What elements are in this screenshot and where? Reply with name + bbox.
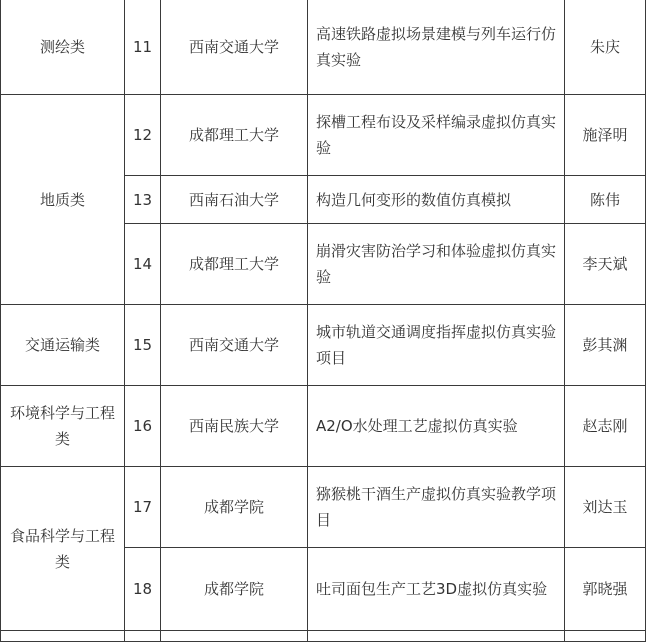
table-row — [1, 305, 646, 386]
number-cell: 18 — [125, 548, 161, 631]
university-cell: 成都理工大学 — [161, 224, 308, 305]
leader-cell: 李天斌 — [565, 224, 646, 305]
number-cell: 11 — [125, 0, 161, 95]
project-cell — [308, 548, 565, 631]
leader-cell — [565, 631, 646, 642]
university-cell: 西南交通大学 — [161, 305, 308, 386]
category-cell — [1, 631, 125, 642]
number-cell: 17 — [125, 467, 161, 548]
project-text: 探槽工程布设及采样编录虚拟仿真实验 — [316, 113, 557, 157]
number-cell: 13 — [125, 176, 161, 224]
category-cell — [1, 0, 125, 95]
number-cell: 14 — [125, 224, 161, 305]
project-cell — [308, 386, 565, 467]
category-text: 测绘类 — [39, 37, 85, 56]
leader-cell: 彭其渊 — [565, 305, 646, 386]
project-text: 高速铁路虚拟场景建模与列车运行仿真实验 — [316, 24, 557, 69]
university-cell: 西南交通大学 — [161, 0, 308, 95]
leader-cell: 郭晓强 — [565, 548, 646, 631]
project-text: 构造几何变形的数值仿真模拟 — [316, 190, 512, 209]
project-text: 吐司面包生产工艺3D虚拟仿真实验 — [316, 580, 548, 598]
university-cell — [161, 631, 308, 642]
number-cell — [125, 631, 161, 642]
category-text: 食品科学与工程类 — [9, 526, 115, 571]
table-row-partial — [1, 631, 646, 642]
category-cell — [1, 467, 125, 631]
project-text: 崩滑灾害防治学习和体验虚拟仿真实验 — [316, 242, 557, 286]
table-row — [1, 386, 646, 467]
project-cell — [308, 305, 565, 386]
university-cell: 西南民族大学 — [161, 386, 308, 467]
university-cell: 成都理工大学 — [161, 95, 308, 176]
category-cell — [1, 386, 125, 467]
university-cell: 成都学院 — [161, 467, 308, 548]
number-cell: 12 — [125, 95, 161, 176]
category-cell — [1, 305, 125, 386]
project-cell — [308, 95, 565, 176]
project-text: 城市轨道交通调度指挥虚拟仿真实验项目 — [316, 323, 557, 367]
project-cell — [308, 467, 565, 548]
project-cell — [308, 0, 565, 95]
project-cell — [308, 224, 565, 305]
leader-cell: 朱庆 — [565, 0, 646, 95]
leader-cell: 赵志刚 — [565, 386, 646, 467]
table-row — [1, 0, 646, 95]
project-cell — [308, 176, 565, 224]
university-cell: 西南石油大学 — [161, 176, 308, 224]
number-cell: 16 — [125, 386, 161, 467]
table-row — [1, 467, 646, 548]
project-cell — [308, 631, 565, 642]
table-row — [1, 95, 646, 176]
leader-cell: 刘达玉 — [565, 467, 646, 548]
category-text: 交通运输类 — [24, 336, 100, 354]
university-cell: 成都学院 — [161, 548, 308, 631]
category-text: 地质类 — [39, 190, 85, 209]
number-cell: 15 — [125, 305, 161, 386]
leader-cell: 陈伟 — [565, 176, 646, 224]
category-text: 环境科学与工程类 — [9, 404, 115, 448]
category-cell — [1, 95, 125, 305]
project-text: 猕猴桃干酒生产虚拟仿真实验教学项目 — [316, 485, 557, 529]
project-text: A2/O水处理工艺虚拟仿真实验 — [316, 417, 518, 435]
leader-cell: 施泽明 — [565, 95, 646, 176]
